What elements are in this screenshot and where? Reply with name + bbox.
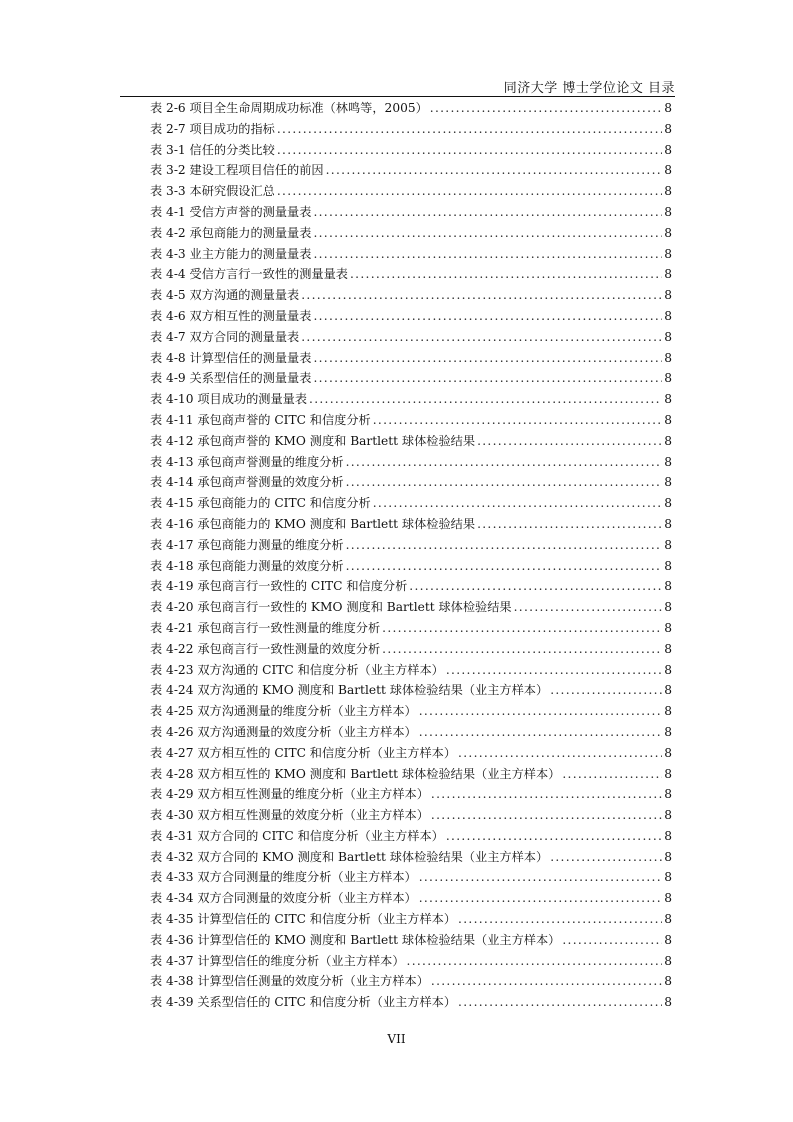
toc-entry[interactable] xyxy=(150,98,672,119)
toc-entry[interactable] xyxy=(150,244,672,265)
toc-entry-label: 表 4-9 关系型信任的测量量表 xyxy=(150,371,312,386)
toc-entry-label: 表 4-11 承包商声誉的 CITC 和信度分析 xyxy=(150,412,371,427)
toc-entry[interactable] xyxy=(150,327,672,348)
header-title: 同济大学 博士学位论文 目录 xyxy=(503,81,675,96)
toc-dot-leader xyxy=(550,680,662,701)
toc-entry-label: 表 4-1 受信方声誉的测量量表 xyxy=(150,204,312,219)
toc-dot-leader xyxy=(346,452,663,473)
toc-entry-label: 表 2-7 项目成功的指标 xyxy=(150,121,275,136)
toc-dot-leader xyxy=(430,98,662,119)
toc-entry[interactable] xyxy=(150,410,672,431)
toc-dot-leader xyxy=(313,306,662,327)
toc-entry-page: 8 xyxy=(664,537,672,552)
toc-entry[interactable] xyxy=(150,452,672,473)
toc-dot-leader xyxy=(514,597,663,618)
toc-dot-leader xyxy=(431,971,662,992)
table-of-contents xyxy=(150,98,672,1013)
toc-entry-page: 8 xyxy=(664,475,672,490)
toc-entry-page: 8 xyxy=(664,433,672,448)
toc-entry-label: 表 4-30 双方相互性测量的效度分析（业主方样本） xyxy=(150,808,429,823)
toc-dot-leader xyxy=(326,160,663,181)
toc-entry[interactable] xyxy=(150,909,672,930)
toc-entry-page: 8 xyxy=(664,828,672,843)
toc-entry[interactable] xyxy=(150,784,672,805)
toc-entry-label: 表 4-2 承包商能力的测量量表 xyxy=(150,225,312,240)
toc-entry-label: 表 4-27 双方相互性的 CITC 和信度分析（业主方样本） xyxy=(150,745,457,760)
toc-entry[interactable] xyxy=(150,805,672,826)
toc-entry-page: 8 xyxy=(664,974,672,989)
toc-entry-label: 表 2-6 项目全生命周期成功标准（林鸣等，2005） xyxy=(150,101,428,115)
header-rule xyxy=(120,96,675,97)
toc-entry-page: 8 xyxy=(664,308,672,323)
toc-entry-label: 表 4-36 计算型信任的 KMO 测度和 Bartlett 球体检验结果（业主方样本） xyxy=(150,932,561,947)
toc-entry[interactable] xyxy=(150,181,672,202)
toc-dot-leader xyxy=(419,867,663,888)
toc-dot-leader xyxy=(419,701,663,722)
toc-entry-page: 8 xyxy=(664,350,672,365)
toc-entry-page: 8 xyxy=(664,932,672,947)
toc-dot-leader xyxy=(409,576,662,597)
toc-entry-page: 8 xyxy=(664,870,672,885)
toc-entry-page: 8 xyxy=(664,412,672,427)
toc-dot-leader xyxy=(309,389,662,410)
toc-entry-page: 8 xyxy=(664,745,672,760)
toc-entry[interactable] xyxy=(150,389,672,410)
toc-entry-page: 8 xyxy=(664,995,672,1010)
toc-dot-leader xyxy=(458,743,662,764)
toc-dot-leader xyxy=(446,826,662,847)
toc-dot-leader xyxy=(562,930,662,951)
toc-entry-page: 8 xyxy=(664,516,672,531)
toc-entry-label: 表 4-35 计算型信任的 CITC 和信度分析（业主方样本） xyxy=(150,912,457,927)
toc-entry[interactable] xyxy=(150,888,672,909)
toc-dot-leader xyxy=(562,764,662,785)
toc-entry-page: 8 xyxy=(664,808,672,823)
toc-dot-leader xyxy=(419,888,663,909)
toc-entry-label: 表 4-33 双方合同测量的维度分析（业主方样本） xyxy=(150,870,417,885)
toc-entry[interactable] xyxy=(150,951,672,972)
toc-entry-page: 8 xyxy=(664,641,672,656)
toc-entry[interactable] xyxy=(150,160,672,181)
toc-entry-page: 8 xyxy=(664,579,672,594)
toc-entry-page: 8 xyxy=(664,142,672,157)
toc-entry-page: 8 xyxy=(664,288,672,303)
toc-entry-label: 表 4-29 双方相互性测量的维度分析（业主方样本） xyxy=(150,787,429,802)
toc-dot-leader xyxy=(446,660,662,681)
toc-entry-label: 表 4-19 承包商言行一致性的 CITC 和信度分析 xyxy=(150,579,408,594)
toc-dot-leader xyxy=(458,992,662,1013)
toc-entry[interactable] xyxy=(150,202,672,223)
toc-entry-page: 8 xyxy=(664,121,672,136)
toc-entry-label: 表 4-34 双方合同测量的效度分析（业主方样本） xyxy=(150,891,417,906)
toc-dot-leader xyxy=(477,514,662,535)
toc-entry-page: 8 xyxy=(664,101,672,115)
toc-dot-leader xyxy=(277,119,662,140)
toc-entry[interactable] xyxy=(150,556,672,577)
toc-entry-label: 表 3-1 信任的分类比较 xyxy=(150,142,275,157)
toc-entry[interactable] xyxy=(150,348,672,369)
toc-entry-label: 表 4-8 计算型信任的测量量表 xyxy=(150,350,312,365)
toc-entry-label: 表 4-15 承包商能力的 CITC 和信度分析 xyxy=(150,496,371,511)
toc-dot-leader xyxy=(277,140,662,161)
toc-dot-leader xyxy=(313,368,662,389)
toc-entry[interactable] xyxy=(150,930,672,951)
toc-entry-label: 表 4-12 承包商声誉的 KMO 测度和 Bartlett 球体检验结果 xyxy=(150,433,476,448)
toc-entry[interactable] xyxy=(150,264,672,285)
toc-entry[interactable] xyxy=(150,618,672,639)
toc-entry[interactable] xyxy=(150,722,672,743)
toc-entry-label: 表 4-25 双方沟通测量的维度分析（业主方样本） xyxy=(150,704,417,719)
toc-dot-leader xyxy=(301,285,662,306)
toc-dot-leader xyxy=(550,847,662,868)
toc-entry-label: 表 4-7 双方合同的测量量表 xyxy=(150,329,300,344)
toc-entry-label: 表 4-37 计算型信任的维度分析（业主方样本） xyxy=(150,953,405,968)
toc-entry[interactable] xyxy=(150,306,672,327)
toc-entry-page: 8 xyxy=(664,912,672,927)
toc-entry-page: 8 xyxy=(664,558,672,573)
toc-entry-label: 表 3-2 建设工程项目信任的前因 xyxy=(150,163,324,178)
toc-entry[interactable] xyxy=(150,660,672,681)
toc-entry-label: 表 4-23 双方沟通的 CITC 和信度分析（业主方样本） xyxy=(150,662,444,677)
toc-entry[interactable] xyxy=(150,368,672,389)
toc-entry-page: 8 xyxy=(664,849,672,864)
toc-dot-leader xyxy=(346,556,663,577)
toc-entry-label: 表 4-10 项目成功的测量量表 xyxy=(150,392,308,407)
toc-entry-label: 表 4-26 双方沟通测量的效度分析（业主方样本） xyxy=(150,724,417,739)
toc-entry-page: 8 xyxy=(664,371,672,386)
toc-dot-leader xyxy=(277,181,662,202)
toc-entry[interactable] xyxy=(150,701,672,722)
toc-entry-page: 8 xyxy=(664,225,672,240)
toc-entry[interactable] xyxy=(150,971,672,992)
toc-entry[interactable] xyxy=(150,535,672,556)
toc-dot-leader xyxy=(346,472,663,493)
toc-dot-leader xyxy=(431,805,662,826)
toc-dot-leader xyxy=(458,909,662,930)
toc-entry-page: 8 xyxy=(664,204,672,219)
toc-entry-label: 表 4-32 双方合同的 KMO 测度和 Bartlett 球体检验结果（业主方样本） xyxy=(150,849,549,864)
toc-entry-page: 8 xyxy=(664,704,672,719)
toc-entry[interactable] xyxy=(150,680,672,701)
toc-entry[interactable] xyxy=(150,223,672,244)
toc-dot-leader xyxy=(477,431,662,452)
toc-entry-page: 8 xyxy=(664,683,672,698)
toc-entry-page: 8 xyxy=(664,724,672,739)
toc-entry[interactable] xyxy=(150,119,672,140)
toc-entry-page: 8 xyxy=(664,392,672,407)
toc-entry[interactable] xyxy=(150,639,672,660)
toc-entry-label: 表 4-16 承包商能力的 KMO 测度和 Bartlett 球体检验结果 xyxy=(150,516,476,531)
toc-entry[interactable] xyxy=(150,826,672,847)
toc-entry-label: 表 4-24 双方沟通的 KMO 测度和 Bartlett 球体检验结果（业主方样本） xyxy=(150,683,549,698)
toc-entry-page: 8 xyxy=(664,329,672,344)
toc-dot-leader xyxy=(431,784,662,805)
toc-entry-page: 8 xyxy=(664,454,672,469)
toc-entry-label: 表 4-39 关系型信任的 CITC 和信度分析（业主方样本） xyxy=(150,995,457,1010)
toc-entry-page: 8 xyxy=(664,184,672,199)
toc-entry[interactable] xyxy=(150,992,672,1013)
toc-entry[interactable] xyxy=(150,847,672,868)
toc-entry-page: 8 xyxy=(664,620,672,635)
toc-entry-label: 表 4-14 承包商声誉测量的效度分析 xyxy=(150,475,344,490)
toc-entry[interactable] xyxy=(150,867,672,888)
toc-dot-leader xyxy=(419,722,663,743)
toc-entry[interactable] xyxy=(150,597,672,618)
toc-dot-leader xyxy=(301,327,662,348)
toc-entry-page: 8 xyxy=(664,953,672,968)
toc-entry-label: 表 4-4 受信方言行一致性的测量量表 xyxy=(150,267,348,282)
toc-entry-label: 表 4-22 承包商言行一致性测量的效度分析 xyxy=(150,641,381,656)
toc-entry[interactable] xyxy=(150,514,672,535)
toc-entry-label: 表 4-17 承包商能力测量的维度分析 xyxy=(150,537,344,552)
toc-entry-label: 表 4-5 双方沟通的测量量表 xyxy=(150,288,300,303)
toc-entry-label: 表 4-20 承包商言行一致性的 KMO 测度和 Bartlett 球体检验结果 xyxy=(150,600,512,615)
toc-entry-page: 8 xyxy=(664,163,672,178)
toc-entry-label: 表 3-3 本研究假设汇总 xyxy=(150,184,275,199)
toc-entry[interactable] xyxy=(150,764,672,785)
toc-entry-label: 表 4-38 计算型信任测量的效度分析（业主方样本） xyxy=(150,974,429,989)
toc-dot-leader xyxy=(373,410,663,431)
toc-dot-leader xyxy=(382,618,662,639)
toc-entry-label: 表 4-18 承包商能力测量的效度分析 xyxy=(150,558,344,573)
toc-entry-label: 表 4-31 双方合同的 CITC 和信度分析（业主方样本） xyxy=(150,828,444,843)
toc-entry[interactable] xyxy=(150,576,672,597)
toc-dot-leader xyxy=(373,493,663,514)
toc-entry[interactable] xyxy=(150,472,672,493)
toc-entry-page: 8 xyxy=(664,496,672,511)
toc-dot-leader xyxy=(407,951,663,972)
toc-entry-label: 表 4-3 业主方能力的测量量表 xyxy=(150,246,312,261)
toc-entry-page: 8 xyxy=(664,787,672,802)
toc-entry[interactable] xyxy=(150,493,672,514)
toc-dot-leader xyxy=(313,202,662,223)
toc-dot-leader xyxy=(313,223,662,244)
toc-dot-leader xyxy=(346,535,663,556)
toc-entry[interactable] xyxy=(150,140,672,161)
toc-entry[interactable] xyxy=(150,743,672,764)
page-number: VII xyxy=(387,1032,406,1046)
toc-dot-leader xyxy=(313,348,662,369)
toc-entry-page: 8 xyxy=(664,662,672,677)
toc-dot-leader xyxy=(350,264,662,285)
toc-entry-page: 8 xyxy=(664,766,672,781)
toc-entry-page: 8 xyxy=(664,600,672,615)
toc-entry-page: 8 xyxy=(664,246,672,261)
toc-entry[interactable] xyxy=(150,431,672,452)
toc-entry-page: 8 xyxy=(664,267,672,282)
toc-entry[interactable] xyxy=(150,285,672,306)
toc-entry-label: 表 4-21 承包商言行一致性测量的维度分析 xyxy=(150,620,381,635)
toc-entry-label: 表 4-13 承包商声誉测量的维度分析 xyxy=(150,454,344,469)
toc-entry-label: 表 4-28 双方相互性的 KMO 测度和 Bartlett 球体检验结果（业主方样本） xyxy=(150,766,561,781)
toc-entry-label: 表 4-6 双方相互性的测量量表 xyxy=(150,308,312,323)
toc-entry-page: 8 xyxy=(664,891,672,906)
toc-dot-leader xyxy=(313,244,662,265)
toc-dot-leader xyxy=(382,639,662,660)
